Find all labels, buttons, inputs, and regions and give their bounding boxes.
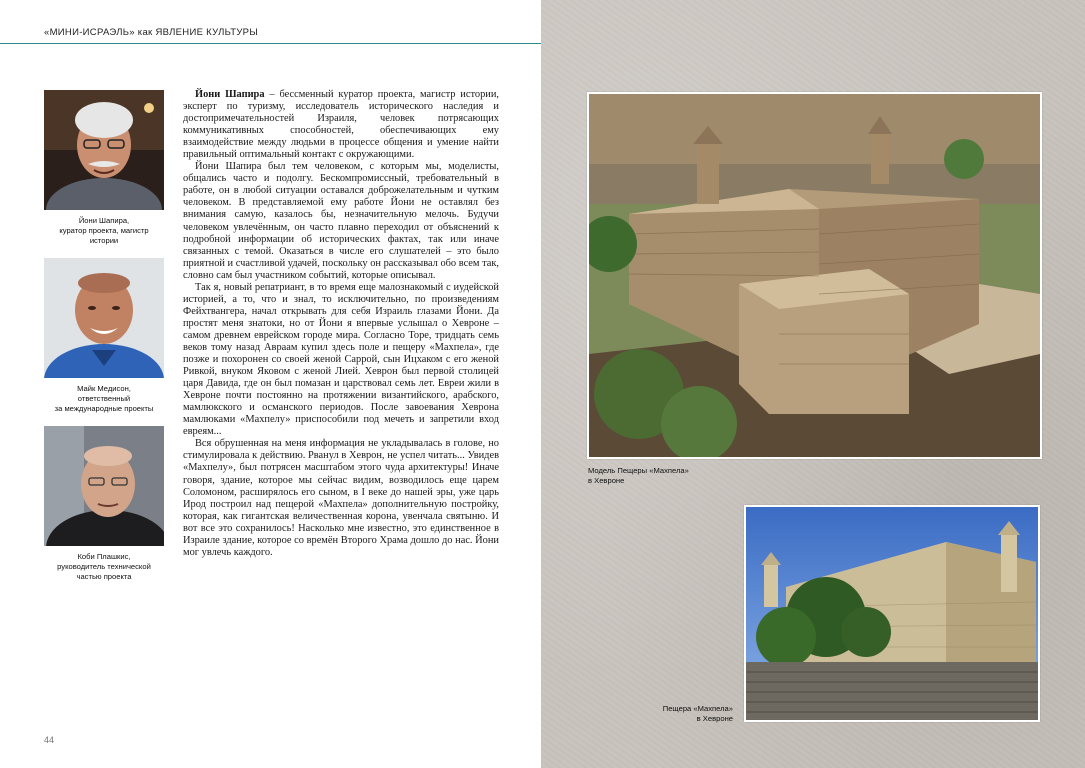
portrait-yoni-shapira	[44, 90, 164, 246]
article-body	[183, 89, 499, 559]
article-lead-text: – бессменный куратор проекта, магистр истории, эксперт по туризму, исследователь исторического наследия и достопримечательностей Израиля, человек потрясающих коммуникативных способностей, обеспечивающих ему взаимодействие между людьми в процессе общения и умение найти правильный оптимальный контакт с окружающими.	[183, 89, 499, 161]
portrait-kobi-plashkis	[44, 426, 164, 582]
portrait-photo	[44, 258, 164, 378]
left-page	[0, 0, 541, 768]
photo-model-machpela	[587, 92, 1042, 459]
article-paragraph: Йони Шапира был тем человеком, с которым мы, моделисты, общались часто и подолгу. Бескомпромиссный, требовательный в работе, он в любой ситуации оставался доброжелательным и чутким человеком. В представляемой ему работе Йони не оставлял без внимания самую, казалось бы, незначительную мелочь. Будучи человеком увлечённым, он часто плавно переходил от объяснений к подробной информации об исторических фактах, так или иначе связанных с темой. Оказаться в числе его слушателей – это было приятной и счастливой удачей, поскольку он рассказывал обо всем так, словно сам был участником событий, которые описывал.	[183, 161, 500, 281]
photo-cave-machpela	[744, 505, 1040, 722]
photo-caption: Пещера «Махпела» в Хевроне	[662, 704, 733, 723]
portrait-mike-madison	[44, 258, 164, 414]
page-number: 44	[44, 735, 55, 745]
running-header: «МИНИ-ИСРАЭЛЬ» как ЯВЛЕНИЕ КУЛЬТУРЫ	[44, 27, 259, 38]
portrait-image	[44, 426, 164, 546]
photo-image	[589, 94, 1040, 457]
portrait-caption: Майк Медисон, ответственный за международные проекты	[54, 384, 154, 413]
portrait-image	[44, 90, 164, 210]
portrait-photo	[44, 426, 164, 546]
article-paragraph: Так я, новый репатриант, в то время еще малознакомый с иудейской историей, а то, что и знал, то исключительно, по произведениям Фейхтвангера, начал открывать для себя Израиль глазами Йони. Да простят меня знатоки, но от Йони я впервые услышал о Хевроне – самом древнем еврейском городе мира. Согласно Торе, тридцать семь веков тому назад Авраам купил здесь поле и пещеру «Махпела», где позже и похоронен со своей женой Саррой, сын Ицхаком с его женой Ривкой, внуком Яковом с женой Лией. Хеврон был первой столицей царя Давида, где он был помазан и царствовал семь лет. Евреи жили в Хевроне почти постоянно на протяжении византийского, арабского, мамлюкского и османского периодов. После завоевания Хеврона мамлюками «Махпелу» приспособили под мечеть и запретили вход евреям...	[183, 281, 499, 438]
article-paragraph	[183, 89, 499, 161]
portrait-image	[44, 258, 164, 378]
portrait-photo	[44, 90, 164, 210]
header-divider	[0, 43, 541, 44]
photo-caption: Модель Пещеры «Махпела» в Хевроне	[588, 466, 689, 485]
article-paragraph: Вся обрушенная на меня информация не укладывалась в голове, но стимулировала к действию. Рванул в Хеврон, не успел читать... Увидев «Махпелу», был потрясен масштабом этого чуда архитектуры! Иначе говоря, здание, которое мы сейчас видим, возводилось еще царем Соломоном, расширялось его сыном, в I веке до нашей эры, уже царь Ирод построил над пещерой «Махпела» дополнительную постройку, которая, как гигантская величественная корона, увенчала святыню. И вот все это сохранилось! Насколько мне известно, это единственное в Израиле здание, которое со времён Второго Храма дошло до нас. Йони мог увлечь каждого.	[183, 438, 499, 558]
photo-image	[746, 507, 1038, 720]
right-page	[541, 0, 1085, 768]
portrait-caption: Коби Плашкис, руководитель технической частью проекта	[57, 552, 151, 581]
portrait-caption: Йони Шапира, куратор проекта, магистр истории	[59, 216, 149, 245]
article-lead-name: Йони Шапира	[195, 89, 265, 100]
